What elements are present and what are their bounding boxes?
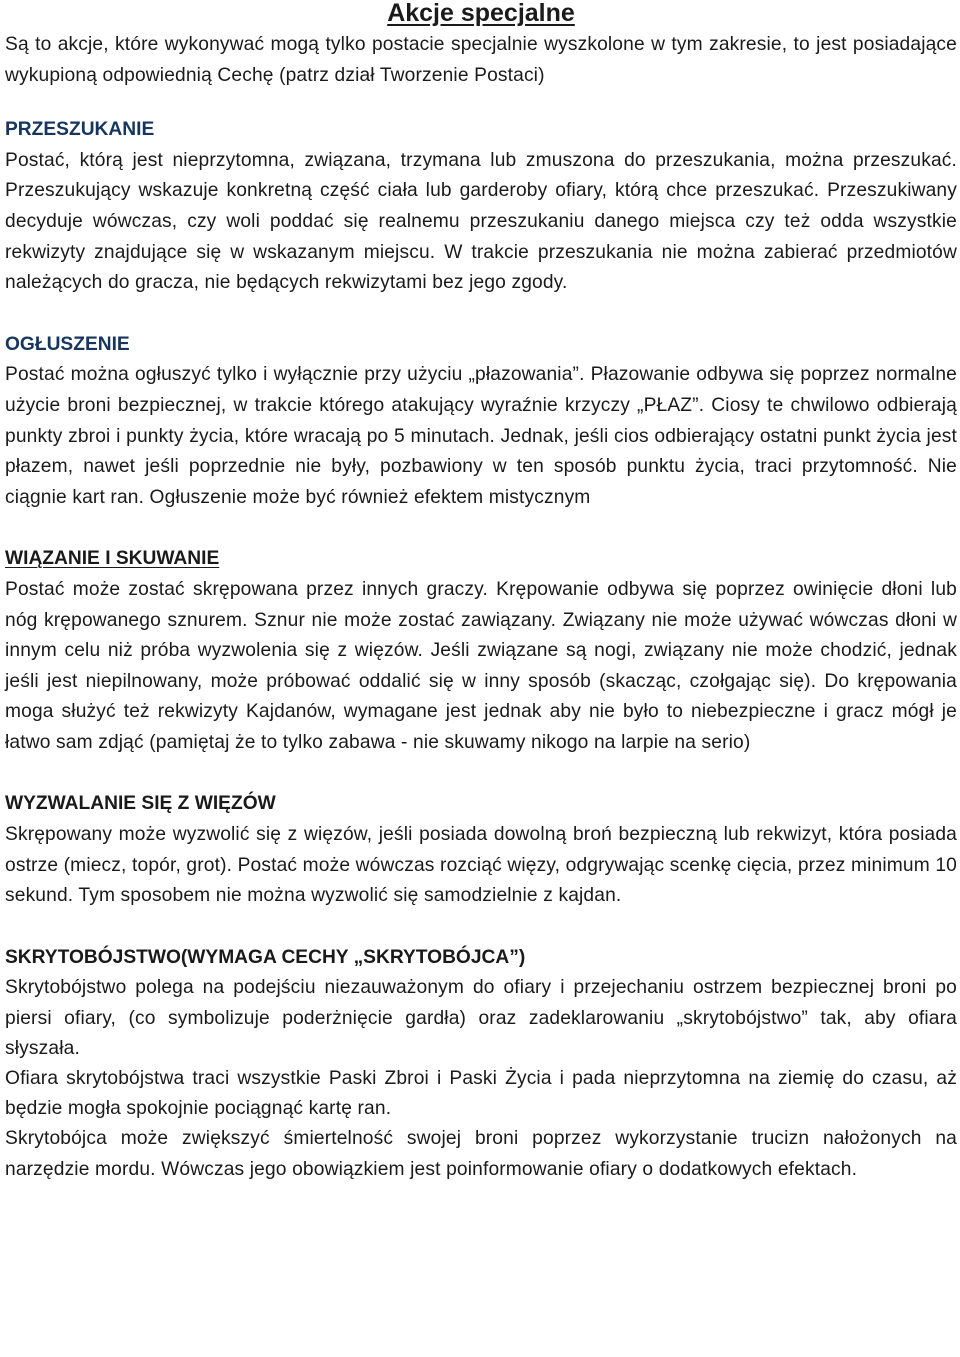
- section-ogluszenie: [5, 330, 957, 514]
- section-wyzwalanie: [5, 789, 957, 911]
- section-paragraph: Skrytobójstwo polega na podejściu niezauważonym do ofiary i przejechaniu ostrzem bezpiecznej broni po piersi ofiary, (co symbolizuje poderżnięcie gardła) oraz zadeklarowaniu „skrytobójstwo” tak, aby ofiara słyszała.: [5, 977, 957, 1059]
- section-paragraph: Ofiara skrytobójstwa traci wszystkie Paski Zbroi i Paski Życia i pada nieprzytomna na ziemię do czasu, aż będzie mogła spokojnie pociągnąć kartę ran.: [5, 1068, 957, 1120]
- spacer: [5, 513, 957, 544]
- section-skrytobojstwo: [5, 943, 957, 1185]
- spacer: [5, 758, 957, 789]
- spacer: [5, 91, 957, 115]
- section-paragraph: Postać, którą jest nieprzytomna, związana, trzymana lub zmuszona do przeszukania, można przeszukać. Przeszukujący wskazuje konkretną część ciała lub garderoby ofiary, którą chce przeszukać. Przeszukiwany decyduje wówczas, czy woli poddać się realnemu przeszukaniu danego miejsca czy też odda wszystkie rekwizyty znajdujące się w wskazanym miejscu. W trakcie przeszukania nie można zabierać przedmiotów należących do gracza, nie będących rekwizytami bez jego zgody.: [5, 149, 957, 294]
- section-heading: WYZWALANIE SIĘ Z WIĘZÓW: [5, 793, 276, 815]
- section-wiazanie: [5, 544, 957, 758]
- section-heading: PRZESZUKANIE: [5, 119, 155, 141]
- section-paragraph: Skrytobójca może zwiększyć śmiertelność swojej broni poprzez wykorzystanie trucizn nałożonych na narzędzie mordu. Wówczas jego obowiązkiem jest poinformowanie ofiary o dodatkowych efektach.: [5, 1128, 957, 1180]
- spacer: [5, 912, 957, 943]
- section-paragraph: Postać można ogłuszyć tylko i wyłącznie przy użyciu „płazowania”. Płazowanie odbywa się poprzez normalne użycie broni bezpiecznej, w trakcie którego atakujący wyraźnie krzyczy „PŁAZ”. Ciosy te chwilowo odbierają punkty zbroi i punkty życia, które wracają po 5 minutach. Jednak, jeśli cios odbierający ostatni punkt życia jest płazem, nawet jeśli poprzednie nie były, pozbawiony w ten sposób punktu życia, traci przytomność. Nie ciągnie kart ran. Ogłuszenie może być również efektem mistycznym: [5, 364, 957, 508]
- section-heading: OGŁUSZENIE: [5, 333, 130, 355]
- page-title: Akcje specjalne: [387, 0, 575, 27]
- spacer: [5, 299, 957, 330]
- intro-paragraph: Są to akcje, które wykonywać mogą tylko postacie specjalnie wyszkolone w tym zakresie, to jest posiadające wykupioną odpowiednią Cechę (patrz dział Tworzenie Postaci): [5, 34, 957, 86]
- section-paragraph: Postać może zostać skrępowana przez innych graczy. Krępowanie odbywa się poprzez owinięcie dłoni lub nóg krępowanego sznurem. Sznur nie może zostać zawiązany. Związany nie może używać wówczas dłoni w innym celu niż próba wyzwolenia się z więzów. Jeśli związane są nogi, związany nie może chodzić, jednak jeśli jest niepilnowany, może próbować oddalić się w inny sposób (skacząc, czołgając się). Do krępowania moga służyć też rekwizyty Kajdanów, wymagane jest jednak aby nie było to niebezpieczne i gracz mógł je łatwo sam zdjąć (pamiętaj że to tylko zabawa - nie skuwamy nikogo na larpie na serio): [5, 578, 957, 753]
- section-przeszukanie: [5, 115, 957, 299]
- section-heading: WIĄZANIE I SKUWANIE: [5, 548, 220, 570]
- section-paragraph: Skrępowany może wyzwolić się z więzów, jeśli posiada dowolną broń bezpieczną lub rekwizyt, która posiada ostrze (miecz, topór, grot). Postać może wówczas rozciąć więzy, odgrywając scenkę cięcia, przez minimum 10 sekund. Tym sposobem nie można wyzwolić się samodzielnie z kajdan.: [5, 824, 957, 907]
- section-heading: SKRYTOBÓJSTWO(WYMAGA CECHY „SKRYTOBÓJCA”): [5, 946, 526, 968]
